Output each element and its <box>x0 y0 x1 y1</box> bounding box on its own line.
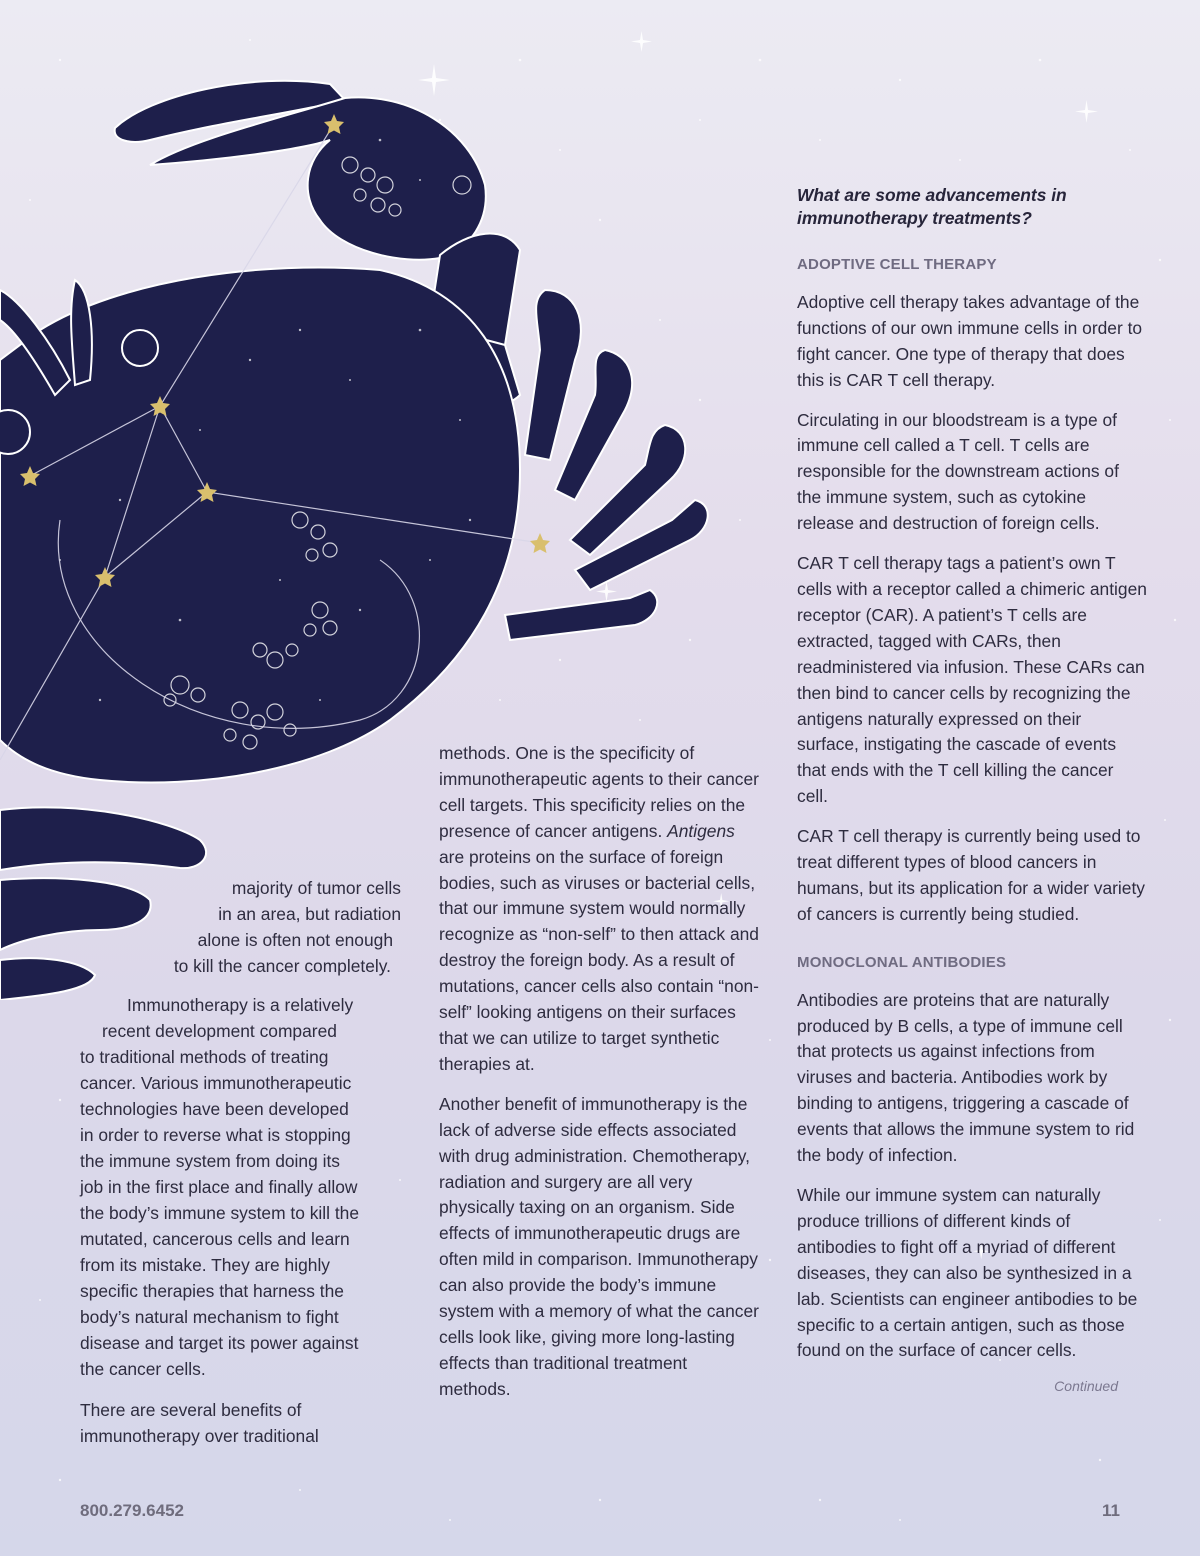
col1-line: There are several benefits of <box>80 1400 302 1420</box>
col1-line: specific therapies that harness the <box>80 1281 344 1301</box>
col1-line: the immune system from doing its <box>80 1151 340 1171</box>
col1-line: to traditional methods of treating <box>80 1047 329 1067</box>
col1-line: in an area, but radiation <box>218 904 401 924</box>
col1-line: technologies have been developed <box>80 1099 349 1119</box>
col1-line: mutated, cancerous cells and learn <box>80 1229 350 1249</box>
footer-phone-number: 800.279.6452 <box>80 1501 184 1520</box>
col3-paragraph: Adoptive cell therapy takes advantage of the functions of our own immune cells in order to fight cancer. One type of therapy that does this is CAR T cell therapy. <box>797 291 1143 390</box>
col1-line: alone is often not enough <box>197 930 393 950</box>
col1-line: from its mistake. They are highly <box>80 1255 330 1275</box>
col3-paragraph: Antibodies are proteins that are naturally produced by B cells, a type of immune cell that protects us against infections from viruses and bacteria. Antibodies work by binding to antigens, triggering a cascade of events that allows the immune system to rid the body of infection. <box>797 989 1135 1166</box>
col1-line: disease and target its power against <box>80 1333 359 1353</box>
antigens-term: Antigens <box>667 820 735 841</box>
col1-line: the cancer cells. <box>80 1359 206 1379</box>
col3-paragraph: CAR T cell therapy tags a patient’s own T cells with a receptor called a chimeric antigen receptor (CAR). A patient’s T cells are extracted, tagged with CARs, then readministered via infusion. These CARs can then bind to cancer cells by recognizing the antigens naturally expressed on their surface, instigating the cascade of events that ends with the T cell killing the cancer cell. <box>797 553 1147 807</box>
col3-paragraph: Circulating in our bloodstream is a type of immune cell called a T cell. T cells are responsible for the downstream actions of the immune system, such as cytokine release and destruction of foreign cells. <box>797 409 1119 534</box>
col1-line: immunotherapy over traditional <box>80 1426 319 1446</box>
col3-paragraph: While our immune system can naturally produce trillions of different kinds of antibodies to fight off a myriad of different diseases, they can also be synthesized in a lab. Scientists can engineer antibodies to be specific to a certain antigen, such as those found on the surface of cancer cells. <box>797 1185 1138 1361</box>
col1-line: in order to reverse what is stopping <box>80 1125 351 1145</box>
subheading-adoptive-cell-therapy: ADOPTIVE CELL THERAPY <box>797 256 997 273</box>
article-column-3 <box>797 184 1147 1400</box>
col1-line: majority of tumor cells <box>231 878 401 898</box>
subheading-monoclonal-antibodies: MONOCLONAL ANTIBODIES <box>797 953 1007 971</box>
col1-line: to kill the cancer completely. <box>173 956 391 976</box>
col2-paragraph: methods. One is the specificity of immunotherapeutic agents to their cancer cell targets. This specificity relies on the presence of cancer antigens. Antigens are proteins on the surface of foreign bodies, such as viruses or bacterial cells, that our immune system would normally recognize as “non-self” to then attack and destroy the foreign body. As a result of mutations, cancer cells also contain “non-self” looking antigens on their surfaces that we can utilize to target synthetic therapies at. <box>439 743 759 1074</box>
col1-line: job in the first place and finally allow <box>80 1177 358 1197</box>
col1-line: recent development compared <box>102 1021 337 1041</box>
section-question-heading: What are some advancements in immunotherapy treatments? <box>797 185 1067 228</box>
continued-label: Continued <box>1054 1378 1118 1395</box>
col1-line: Immunotherapy is a relatively <box>127 995 354 1015</box>
col1-line: cancer. Various immunotherapeutic <box>80 1073 352 1093</box>
col1-line: the body’s immune system to kill the <box>80 1203 360 1223</box>
page-number: 11 <box>1102 1501 1120 1520</box>
article-column-2 <box>439 741 761 1417</box>
col1-line: body’s natural mechanism to fight <box>80 1307 339 1327</box>
col2-paragraph: Another benefit of immunotherapy is the lack of adverse side effects associated with drug administration. Chemotherapy, radiation and surgery are all very physically taxing on an organism. Side effects of immunotherapeutic drugs are often mild in comparison. Immunotherapy can also provide the body’s immune system with a memory of what the cancer cells look like, giving more long-lasting effects than traditional treatment methods. <box>439 1093 759 1399</box>
col3-paragraph: CAR T cell therapy is currently being used to treat different types of blood cancers in humans, but its application for a wider variety of cancers is currently being studied. <box>797 826 1145 924</box>
